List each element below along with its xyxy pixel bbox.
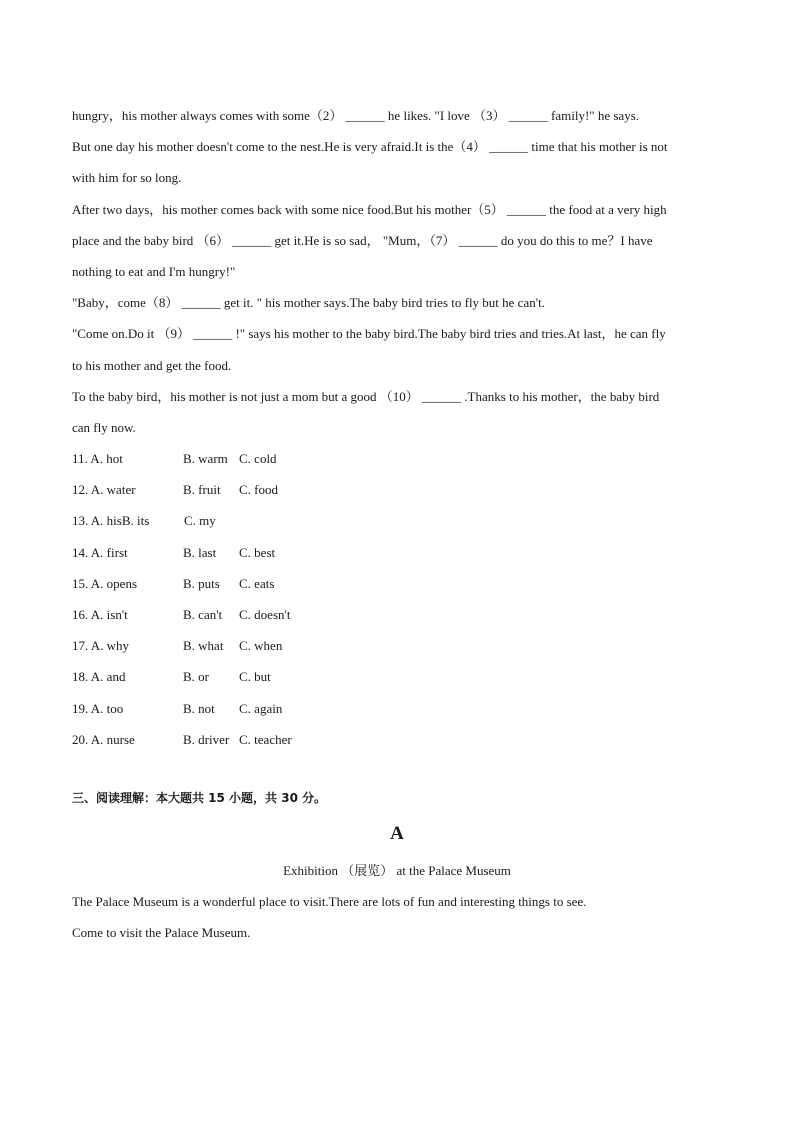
question-options-20 xyxy=(72,724,732,755)
option-a: 14. A. first xyxy=(72,544,128,560)
option-a: 16. A. isn't xyxy=(72,607,128,622)
cloze-passage xyxy=(72,100,732,755)
option-a: 20. A. nurse xyxy=(72,731,135,747)
passage-line: to his mother and get the food. xyxy=(72,357,232,373)
passage-line: To the baby bird，his mother is not just a mom but a good （10） ______ .Thanks to his mother，the baby bird xyxy=(72,388,660,404)
option-c: C. when xyxy=(239,638,283,654)
option-c: C. teacher xyxy=(239,731,292,747)
question-options-12 xyxy=(72,474,732,505)
passage-line: But one day his mother doesn't come to the nest.He is very afraid.It is the（4） ______ time that his mother is not xyxy=(72,139,668,155)
passage-line: hungry，his mother always comes with some（2） ______ he likes. "I love （3） ______ family!" he says. xyxy=(72,108,640,123)
option-b: B. puts xyxy=(183,575,220,591)
option-b: B. can't xyxy=(183,607,223,622)
question-options-19 xyxy=(72,693,732,724)
question-options-16 xyxy=(72,599,732,630)
option-c: C. eats xyxy=(239,575,275,591)
passage-line: nothing to eat and I'm hungry!" xyxy=(72,263,236,279)
option-a: 15. A. opens xyxy=(72,575,137,591)
section-heading: 三、阅读理解：本大题共 15 小题，共 30 分。 xyxy=(72,791,327,805)
option-b: B. not xyxy=(183,700,215,716)
passage-line: The Palace Museum is a wonderful place to visit.There are lots of fun and interesting things to see. xyxy=(72,894,587,909)
question-options-15 xyxy=(72,568,732,599)
question-options-18 xyxy=(72,661,732,692)
option-a: 18. A. and xyxy=(72,669,126,685)
option-c: C. my xyxy=(184,513,216,529)
passage-line: "Come on.Do it （9） ______ !" says his mother to the baby bird.The baby bird tries and tries.At last，he can fly xyxy=(72,326,666,342)
option-c: C. best xyxy=(239,544,276,560)
option-b: B. fruit xyxy=(183,482,221,498)
option-c: C. doesn't xyxy=(239,607,291,622)
option-c: C. food xyxy=(239,482,278,498)
option-b: B. warm xyxy=(183,451,228,467)
option-c: C. but xyxy=(239,669,271,685)
option-a: 13. A. hisB. its xyxy=(72,513,150,529)
part-title: A xyxy=(390,823,404,844)
passage-line: with him for so long. xyxy=(72,170,182,186)
question-options-13 xyxy=(72,505,732,536)
answer-options xyxy=(72,443,732,755)
option-c: C. again xyxy=(239,700,283,716)
option-b: B. or xyxy=(183,669,209,685)
option-a: 12. A. water xyxy=(72,482,136,498)
option-b: B. driver xyxy=(183,731,230,747)
option-b: B. what xyxy=(183,638,224,654)
option-a: 11. A. hot xyxy=(72,451,123,467)
option-a: 19. A. too xyxy=(72,700,124,716)
passage-line: place and the baby bird （6） ______ get it.He is so sad， "Mum，（7） ______ do you do this to me？I have xyxy=(72,232,653,248)
exhibition-title: Exhibition （展览） at the Palace Museum xyxy=(283,863,511,878)
passage-line: can fly now. xyxy=(72,419,136,435)
passage-line: "Baby，come（8） ______ get it. " his mother says.The baby bird tries to fly but he can't. xyxy=(72,295,545,311)
passage-line: After two days，his mother comes back with some nice food.But his mother（5） ______ the food at a very high xyxy=(72,201,667,217)
option-b: B. last xyxy=(183,544,217,560)
question-options-17 xyxy=(72,630,732,661)
option-a: 17. A. why xyxy=(72,638,130,654)
question-options-11 xyxy=(72,443,732,474)
option-c: C. cold xyxy=(239,451,277,467)
question-options-14 xyxy=(72,537,732,568)
passage-line: Come to visit the Palace Museum. xyxy=(72,925,251,941)
reading-passage xyxy=(72,886,732,948)
